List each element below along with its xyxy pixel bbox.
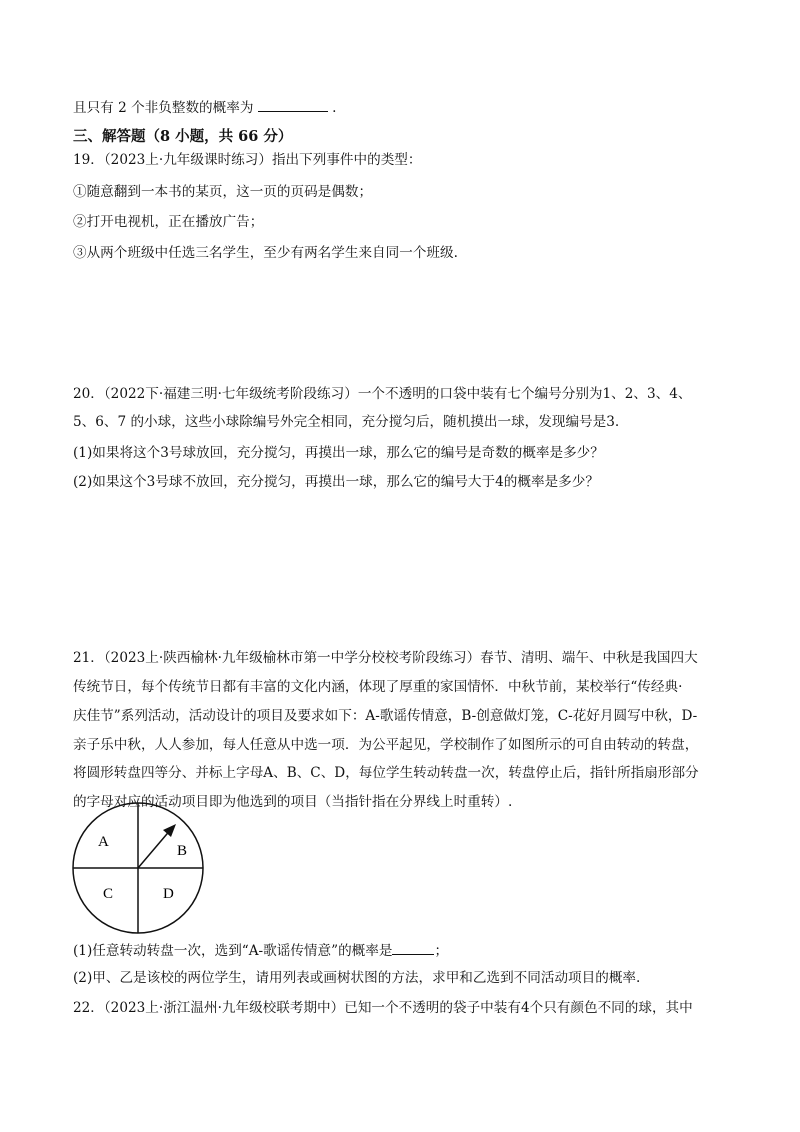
q21-line-1: 21．（2023上·陕西榆林·九年级榆林市第一中学分校校考阶段练习）春节、清明、端午、中秋是我国四大 <box>73 650 698 666</box>
q21-line-3: 庆佳节”系列活动，活动设计的项目及要求如下：A-歌谣传情意，B-创意做灯笼，C-花好月圆写中秋，D- <box>73 708 698 724</box>
q21-line-2: 传统节日，每个传统节日都有丰富的文化内涵，体现了厚重的家国情怀．中秋节前，某校举行“传经典· <box>73 679 683 695</box>
q19-item-1: ①随意翻到一本书的某页，这一页的页码是偶数； <box>73 184 373 200</box>
q20-line-1: 20．（2022下·福建三明·七年级统考阶段练习）一个不透明的口袋中装有七个编号分别为1、2、3、4、 <box>73 386 692 402</box>
q20-line-2: 5、6、7 的小球，这些小球除编号外完全相同，充分搅匀后，随机摸出一球，发现编号是3. <box>73 414 620 430</box>
prev-text-1: 且只有 <box>73 100 114 116</box>
section-heading: 三、解答题（8 小题，共 66 分） <box>73 128 293 145</box>
pointer-arrowhead-icon <box>163 824 176 837</box>
q20-sub-2: (2)如果这个3号球不放回，充分搅匀，再摸出一球，那么它的编号大于4的概率是多少？ <box>73 474 599 490</box>
q21-line-6: 的字母对应的活动项目即为他选到的项目（当指针指在分界线上时重转）. <box>73 794 513 810</box>
prev-question-line <box>73 97 336 118</box>
answer-blank[interactable] <box>258 97 328 112</box>
q21-line-4: 亲子乐中秋，人人参加，每人任意从中选一项．为公平起见，学校制作了如图所示的可自由转动的转盘， <box>73 737 699 753</box>
spinner-label-d: D <box>163 886 174 902</box>
q21-sub-1-end: ； <box>434 943 449 959</box>
q21-line-5: 将圆形转盘四等分、并标上字母A、B、C、D，每位学生转动转盘一次，转盘停止后，指针所指扇形部分 <box>73 765 699 781</box>
q21-answer-blank[interactable] <box>392 940 434 955</box>
q20-sub-1: (1)如果将这个3号球放回，充分搅匀，再摸出一球，那么它的编号是奇数的概率是多少？ <box>73 445 604 461</box>
prev-num: 2 <box>118 100 127 116</box>
spinner-figure <box>70 800 210 940</box>
spinner-label-c: C <box>103 886 114 902</box>
q22-line-1: 22．（2023上·浙江温州·九年级校联考期中）已知一个不透明的袋子中装有4个只有颜色不同的球，其中 <box>73 1000 693 1016</box>
spinner-label-b: B <box>177 843 188 859</box>
spinner-pointer <box>138 828 172 868</box>
q21-sub-1 <box>73 940 448 961</box>
prev-text-2: 个非负整数的概率为 <box>131 100 254 116</box>
q19-item-3: ③从两个班级中任选三名学生，至少有两名学生来自同一个班级. <box>73 245 458 261</box>
q21-sub-2: (2)甲、乙是该校的两位学生，请用列表或画树状图的方法，求甲和乙选到不同活动项目的概率. <box>73 970 641 986</box>
q21-sub-1-text: (1)任意转动转盘一次，选到“A-歌谣传情意”的概率是 <box>73 943 393 959</box>
q19-item-2: ②打开电视机，正在播放广告； <box>73 214 264 230</box>
spinner-label-a: A <box>98 834 109 850</box>
prev-end: . <box>332 100 337 116</box>
q19-head: 19．（2023上·九年级课时练习）指出下列事件中的类型： <box>73 152 422 168</box>
